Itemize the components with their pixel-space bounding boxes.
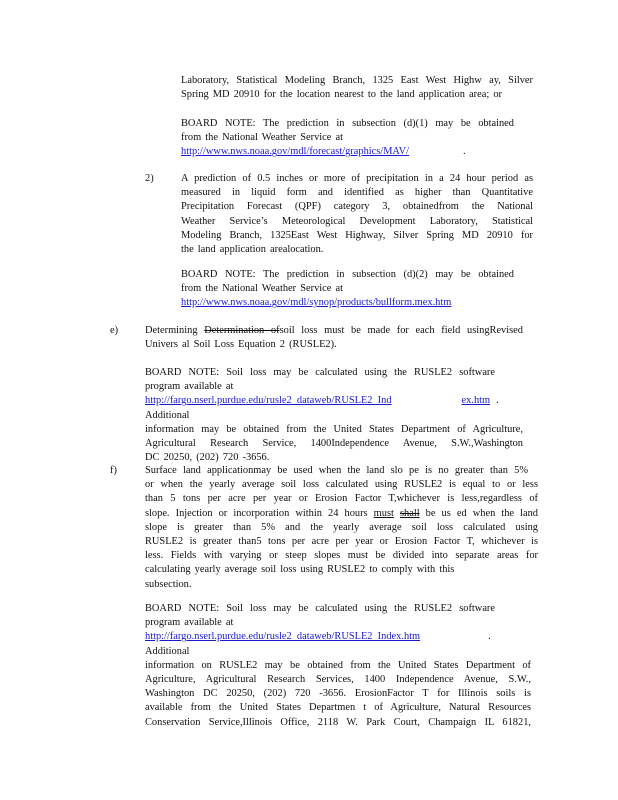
text-line: Laboratory, Statistical Modeling Branch, 1325 East West Highw ay, Silver [181,75,533,86]
text-line: subsection. [145,578,192,590]
item-number: 2) [145,173,154,184]
text-line: measured in liquid form and identified as higher than Quantitative [181,187,533,199]
item-2-paragraph [181,172,533,257]
rusle2-index-link[interactable]: http://fargo.nserl.purdue.edu/rusle2_dataweb/RUSLE2_Index.htm [145,631,421,643]
text-line: BOARD NOTE: The prediction in subsection (d)(2) may be obtained [181,269,514,280]
text-line: slope. Injection or incorporation within 24 hours must shall be us ed when the land [145,507,538,519]
text-line: slope is greater than 5% and the yearly average soil loss calculated using [145,521,538,533]
text-line: Weather Service’s Meteorological Development Laboratory, Statistical [181,215,533,227]
text-line: Conservation Service,Illinois Office, 2118 W. Park Court, Champaign IL 61821, [145,716,531,728]
text-line: calculating yearly average soil loss using RUSLE2 to comply with this [145,564,455,576]
text-line: information on RUSLE2 may be obtained from the United States Department of [145,659,531,671]
text-line: Univers al Soil Loss Equation 2 (RUSLE2). [145,339,337,351]
text-line: A prediction of 0.5 inches or more of precipitation in a 24 hour period as [181,173,533,184]
text-line-link: http://www.nws.noaa.gov/mdl/forecast/graphics/MAV/ . [181,146,466,158]
text-line: from the National Weather Service at [181,132,343,144]
text-line: BOARD NOTE: Soil loss may be calculated using the RUSLE2 software [145,367,495,378]
item-letter: f) [110,465,117,476]
board-note-2 [181,268,514,311]
board-note-3 [145,366,523,465]
rusle2-ind-link[interactable]: http://fargo.nserl.purdue.edu/rusle2_dataweb/RUSLE2_Ind ex.htm [145,395,491,407]
text-line: Agricultural Research Service, 1400Independence Avenue, S.W.,Washington [145,438,523,450]
item-letter: e) [110,325,119,336]
text-line: BOARD NOTE: Soil loss may be calculated using the RUSLE2 software [145,603,495,614]
text-line: BOARD NOTE: The prediction in subsection (d)(1) may be obtained [181,118,514,129]
text-line: Surface land applicationmay be used when the land slo pe is no greater than 5% [145,465,528,476]
text-line: the land application arealocation. [181,244,324,256]
text-line: Spring MD 20910 for the location nearest to the land application area; or [181,89,502,101]
item-e-paragraph [145,324,523,352]
text-line: program available at [145,617,234,629]
continuation-paragraph [181,74,533,102]
text-line: available from the United States Departmen t of Agriculture, Natural Resources [145,702,531,714]
board-note-1 [181,117,514,160]
text-line-link [181,296,514,310]
text-line: information may be obtained from the United States Department of Agriculture, [145,423,523,435]
text-line: RUSLE2 is greater than5 tons per acre per year or Erosion Factor T, whichever is [145,536,538,548]
text-line: less. Fields with varying or steep slopes must be divided into separate areas for [145,550,538,562]
mav-forecast-link[interactable]: http://www.nws.noaa.gov/mdl/forecast/graphics/MAV/ [181,146,409,158]
text-line: Agriculture, Agricultural Research Services, 1400 Independence Avenue, S.W., [145,674,531,686]
text-line: Determining Determination ofsoil loss must be made for each field usingRevised [145,325,523,336]
text-line-link: http://fargo.nserl.purdue.edu/rusle2_dataweb/RUSLE2_Ind ex.htm . Additional [145,395,499,421]
board-note-4 [145,602,531,730]
text-line: program available at [145,381,234,393]
text-line: Precipitation Forecast (QPF) category 3, obtainedfrom the National [181,201,533,213]
bullform-link[interactable]: http://www.nws.noaa.gov/mdl/synop/products/bullform.mex.htm [181,297,452,309]
text-line: or when the yearly average soil loss calculated using RUSLE2 is equal to or less [145,479,538,491]
text-line: DC 20250, (202) 720 -3656. [145,452,270,464]
text-line: Washington DC 20250, (202) 720 -3656. ErosionFactor T for Illinois soils is [145,688,531,700]
text-line: than 5 tons per acre per year or Erosion Factor T,whichever is less,regardless of [145,493,538,505]
text-line: Modeling Branch, 1325East West Highway, Silver Spring MD 20910 for [181,229,533,241]
text-line: from the National Weather Service at [181,283,343,295]
item-f-paragraph [145,464,538,592]
text-line-link: http://fargo.nserl.purdue.edu/rusle2_dataweb/RUSLE2_Index.htm . Additional [145,631,491,657]
